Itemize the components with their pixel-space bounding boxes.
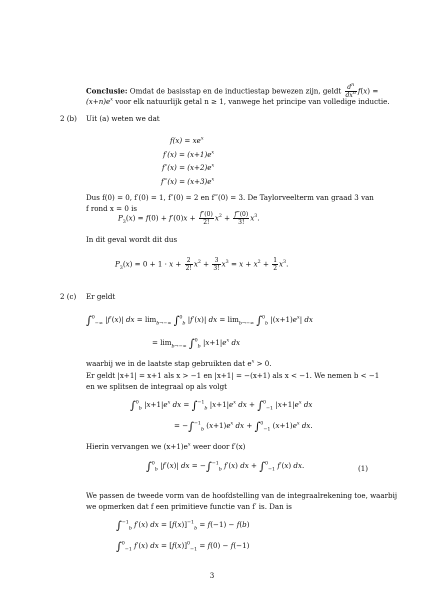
derivative-fraction: $\frac{d^n}{dx^n}$	[345, 83, 356, 99]
conclusie-line-2: $(x+n)e^x$ voor elk natuurlijk getal n ≥ 1, vanwege het principe van volledige inductie.	[86, 97, 390, 106]
integral-line-2: = $\lim_{b\to-\infty} \int^0_b$ $|x+1|e^x$ dx	[152, 337, 240, 350]
dus-line-2: f rond x = 0 is	[86, 204, 138, 213]
eq-f1: $f'(x) = (x+1)e^x$	[163, 150, 215, 159]
page-number: 3	[209, 571, 215, 580]
passen-line-2: we opmerken dat f een primitieve functie van f′ is. Dan is	[86, 502, 292, 511]
passen-line-1: We passen de tweede vorm van de hoofdstelling van de integraalrekening toe, waarbij	[86, 491, 398, 500]
hierin-line: Hierin vervangen we $(x+1)e^x$ weer door f′(x)	[86, 442, 246, 451]
ftc-line-1: ∫$^{-1}_b$ f′(x) dx = $[f(x)]^{-1}_b = f(-1) - f(b)$	[116, 519, 250, 532]
conclusie-end: voor elk natuurlijk getal n ≥ 1, vanwege het principe van volledige inductie.	[115, 97, 390, 106]
eq-f: $f(x) = xe^x$	[170, 136, 204, 145]
part-b-label: 2 (b)	[60, 114, 77, 123]
conclusie-text: Omdat de basisstap en de inductiestap bewezen zijn, geldt	[129, 86, 342, 96]
conclusie-formula: (x+n)e	[86, 97, 111, 106]
eq-f2: $f''(x) = (x+2)e^x$	[162, 163, 215, 172]
eq-f3: f‴(x) = $(x+3)e^x$	[161, 177, 215, 186]
waarbij-line: waarbij we in de laatste stap gebruikten dat $e^x > 0$.	[86, 359, 272, 368]
taylor-specific: $P_3(x) = 0 + 1 \cdot x$ + $\frac{2}{2!}$ $x^2$ + $\frac{3}{3!}$ $x^3 = x + x^2$ + $\frac{1}{2}$ $x^3$.	[115, 257, 289, 272]
taylor-general: $P_3(x) = f(0) + f'(0)x$ + $\frac{f''(0)}{2!}$ $x^2$ + $\frac{f‴(0)}{3!}$ $x^3$.	[118, 211, 260, 226]
equation-number: (1)	[358, 464, 369, 473]
er-geldt-line-1: Er geldt |x+1| = x+1 als x > −1 en |x+1| = −(x+1) als x < −1. We nemen b < −1	[86, 371, 380, 380]
split-integral-2: = −∫$^{-1}_b$ $(x+1)e^x$ dx + ∫$^0_{-1}$ $(x+1)e^x$ dx.	[174, 420, 313, 433]
conclusie-line-1: Conclusie: Omdat de basisstap en de inductiestap bewezen zijn, geldt $\frac{d^n}{dx^n}$ f(x) =	[86, 83, 379, 99]
part-c-intro: Er geldt	[86, 292, 116, 301]
dus-line-1: Dus f(0) = 0, f′(0) = 1, f″(0) = 2 en f‴(0) = 3. De Taylorveelterm van graad 3 van	[86, 193, 374, 202]
split-integral-1: ∫$^0_b$ $|x+1|e^x$ dx = ∫$^{-1}_b$ $|x+1|e^x$ dx + ∫$^0_{-1}$ $|x+1|e^x$ dx	[130, 399, 313, 412]
er-geldt-line-2: en we splitsen de integraal op als volgt	[86, 382, 227, 391]
integral-line-1: ∫$^0_{-\infty}$ |f′(x)| dx = $\lim_{b\to-\infty} \int^0_b$ |f′(x)| dx = $\lim_{b\to-\infty} \int^0_b$ $|(x+1)e^x|$ dx	[86, 314, 313, 327]
part-b-intro: Uit (a) weten we dat	[86, 114, 160, 123]
conclusie-label: Conclusie:	[86, 86, 128, 96]
part-c-label: 2 (c)	[60, 292, 77, 301]
ftc-line-2: ∫$^0_{-1}$ f′(x) dx = $[f(x)]^0_{-1} = f(0) - f(-1)$	[116, 540, 250, 553]
in-dit-geval: In dit geval wordt dit dus	[86, 235, 178, 244]
equation-1: ∫$^0_b$ |f′(x)| dx = −∫$^{-1}_b$ f′(x) dx + ∫$^0_{-1}$ f′(x) dx.	[146, 460, 305, 473]
